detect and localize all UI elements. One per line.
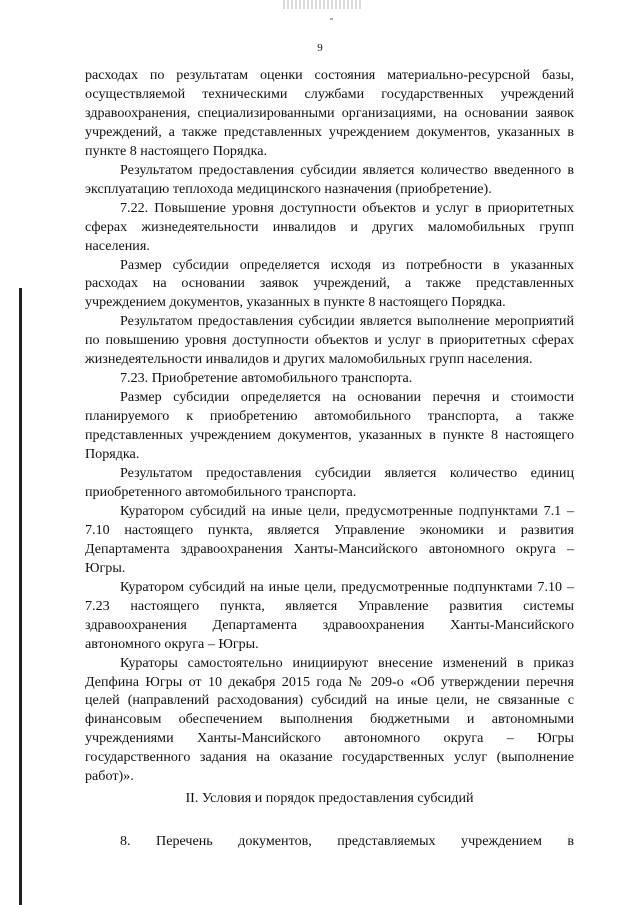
paragraph: Куратором субсидий на иные цели, предусмотренные подпунктами 7.1 – 7.10 настоящего пункта, является Управление экономики и развития Департамента здравоохранения Ханты-Мансийского автономного округа – Югры. (85, 502, 574, 576)
paragraph: Размер субсидии определяется на основании перечня и стоимости планируемого к приобретению автомобильного транспорта, а также представленных учреждением документов, указанных в пункте 8 настоящего Порядка. (85, 389, 574, 463)
scan-edge-mark (19, 288, 22, 905)
paragraph: расходах по результатам оценки состояния материально-ресурсной базы, осуществляемой техническими службами государственных учреждений здравоохранения, специализированными организациями, на основании заявок учреждений, а также представленных учреждением документов, указанных в пункте 8 настоящего Порядка. (85, 67, 574, 159)
paragraph: Результатом предоставления субсидии является выполнение мероприятий по повышению уровня доступности объектов и услуг в приоритетных сферах жизнедеятельности инвалидов и других маломобильных групп населения. (85, 313, 574, 368)
scan-artifact (283, 0, 361, 9)
paragraph: Результатом предоставления субсидии является количество введенного в эксплуатацию теплохода медицинского назначения (приобретение). (85, 161, 574, 197)
paragraph: 7.22. Повышение уровня доступности объектов и услуг в приоритетных сферах жизнедеятельности инвалидов и других маломобильных групп населения. (85, 199, 574, 254)
paragraph: Кураторы самостоятельно инициируют внесение изменений в приказ Депфина Югры от 10 декабря 2015 года № 209-о «Об утверждении перечня целей (направлений расходования) субсидий на иные цели, не связанные с финансовым обеспечением выполнения бюджетными и автономными учреждениями Ханты-Мансийского автономного округа – Югры государственного задания на оказание государственных услуг (выполнение работ)». (85, 654, 574, 785)
paragraph: Куратором субсидий на иные цели, предусмотренные подпунктами 7.10 – 7.23 настоящего пункта, является Управление развития системы здравоохранения Департамента здравоохранения Ханты-Мансийского автономного округа – Югры. (85, 578, 574, 652)
paragraph: 7.23. Приобретение автомобильного транспорта. (120, 370, 413, 387)
document-body (85, 66, 574, 786)
section-heading: II. Условия и порядок предоставления субсидий (185, 790, 474, 806)
paragraph: Результатом предоставления субсидии является количество единиц приобретенного автомобильного транспорта. (85, 465, 574, 500)
page-number: 9 (317, 42, 323, 54)
paragraph: Размер субсидии определяется исходя из потребности в указанных расходах на основании заявок учреждений, а также представленных учреждением документов, указанных в пункте 8 настоящего Порядка. (85, 256, 574, 311)
scan-artifact-dot (330, 18, 333, 20)
paragraph-continued: 8. Перечень документов, представляемых учреждением в (120, 833, 574, 849)
